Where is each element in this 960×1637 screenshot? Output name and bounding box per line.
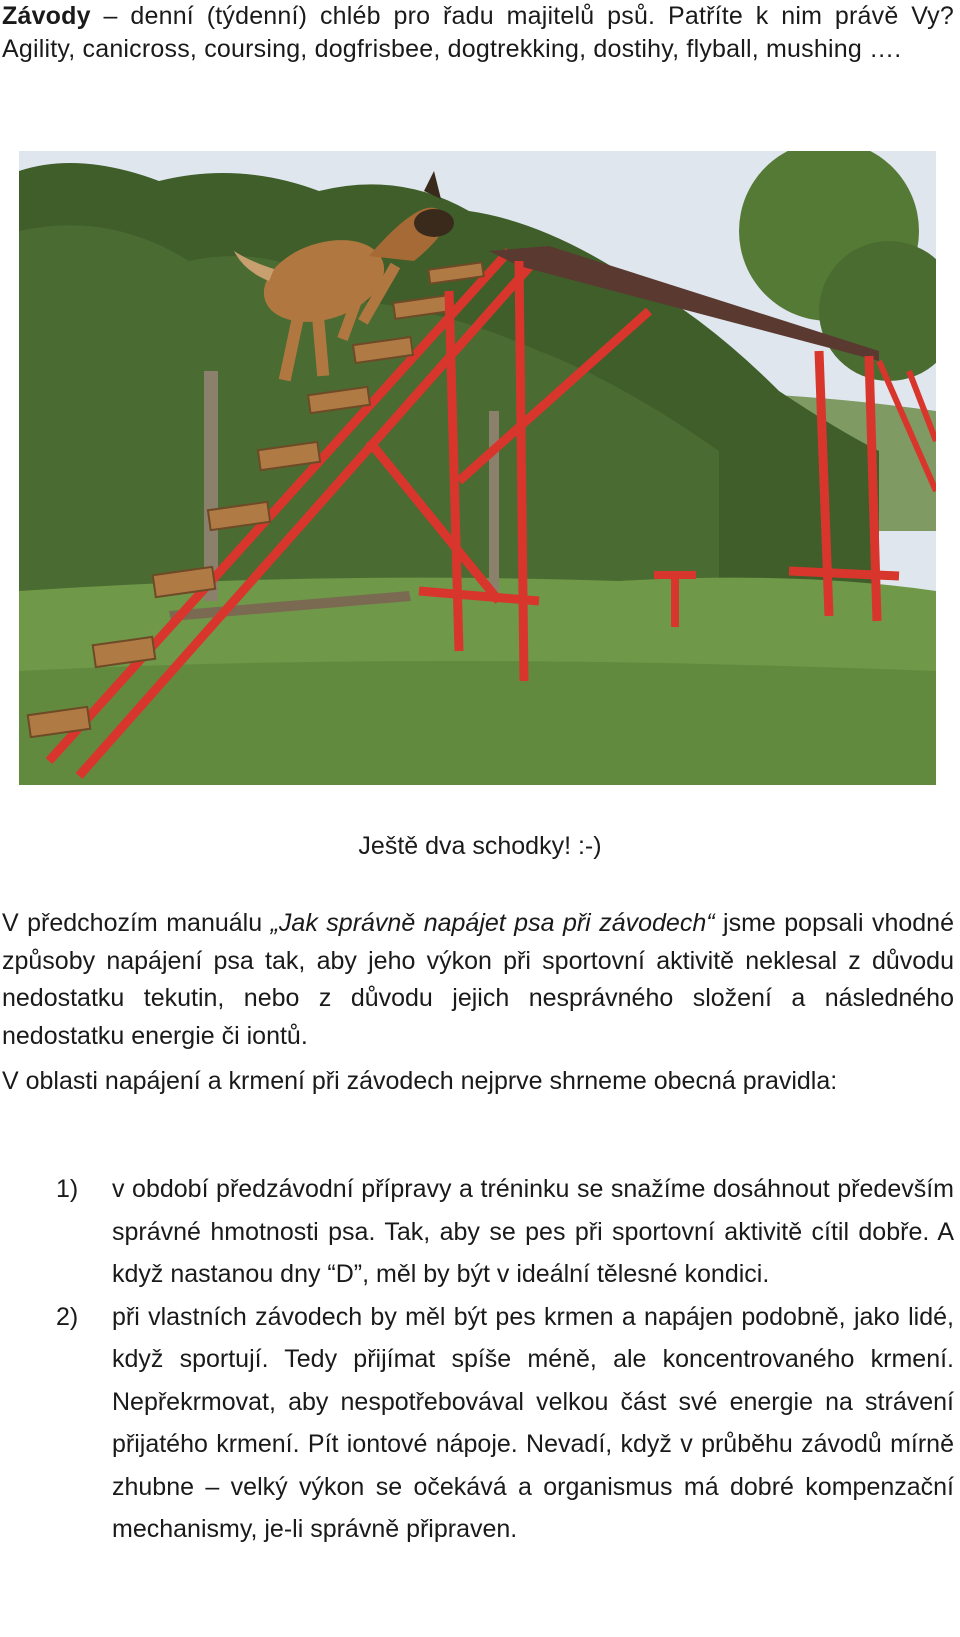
list-item <box>0 1168 960 1296</box>
dog-climbing-agility-dogwalk-icon <box>19 151 936 785</box>
para1-after: jsme popsali vhodné způsoby napájení psa tak, aby jeho výkon při sportovní aktivitě neklesal z důvodu nedostatku tekutin, nebo z důvodu jejich nesprávného složení a následného nedostatku energie či iontů. <box>2 909 954 1050</box>
rules-list <box>0 1168 960 1551</box>
photo-caption: Ještě dva schodky! :-) <box>358 832 602 860</box>
intro-bold-term: Závody <box>2 2 91 30</box>
list-item <box>0 1296 960 1551</box>
list-item-number: 1) <box>56 1175 79 1203</box>
dog-agility-photo <box>19 151 936 785</box>
fence-post-2 <box>489 411 499 591</box>
list-item-text: při vlastních závodech by měl být pes krmen a napájen podobně, jako lidé, když sportují. Tedy přijímat spíše méně, ale koncentrovaného krmení. Nepřekrmovat, aby nespotřebovával velkou část své energie na strávení přijatého krmení. Pít iontové nápoje. Nevadí, když v průběhu závodů mírně zhubne – velký výkon se očekává a organismus má dobré kompenzační mechanismy, je-li správně připraven. <box>112 1302 954 1543</box>
list-item-text: v období předzávodní přípravy a tréninku se snažíme dosáhnout především správné hmotnosti psa. Tak, aby se pes při sportovní aktivitě cítil dobře. A když nastanou dny “D”, měl by být v ideální tělesné kondici. <box>112 1175 954 1288</box>
list-item-number: 2) <box>56 1302 79 1331</box>
intro-paragraph <box>2 0 954 66</box>
para1-before: V předchozím manuálu <box>2 909 271 937</box>
manual-title: „Jak správně napájet psa při závodech“ <box>270 909 715 937</box>
grass-foreground <box>19 661 936 785</box>
intro-text: – denní (týdenní) chléb pro řadu majitelů psů. Patříte k nim právě Vy? Agility, canicross, coursing, dogfrisbee, dogtrekking, dostihy, flyball, mushing …. <box>2 2 954 63</box>
paragraph-previous-manual <box>2 905 954 1055</box>
paragraph-general-rules: V oblasti napájení a krmení při závodech nejprve shrneme obecná pravidla: <box>2 1067 838 1095</box>
